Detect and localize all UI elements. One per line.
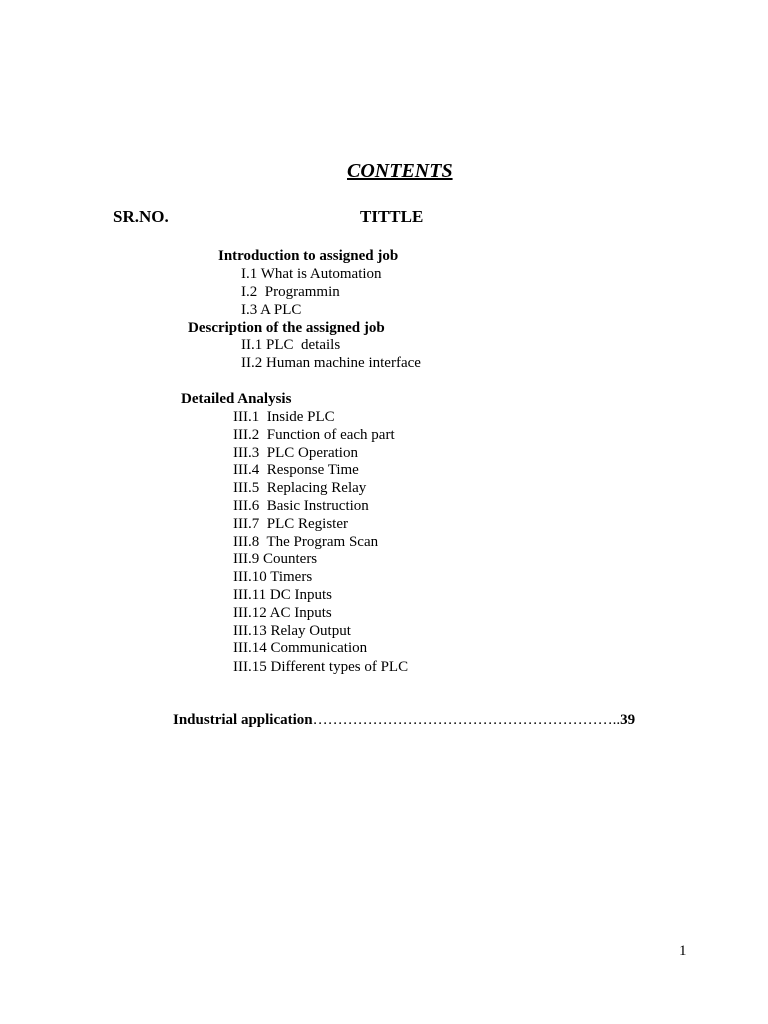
- contents-heading: CONTENTS: [347, 160, 453, 182]
- toc-item: I.3 A PLC: [241, 302, 302, 318]
- page-number: 1: [679, 943, 687, 959]
- toc-item: III.10 Timers: [233, 569, 313, 585]
- toc-item: III.1 Inside PLC: [233, 409, 335, 425]
- toc-item: III.13 Relay Output: [233, 623, 351, 639]
- toc-item: III.2 Function of each part: [233, 427, 395, 443]
- toc-item: III.12 AC Inputs: [233, 605, 332, 621]
- section-heading: Description of the assigned job: [188, 320, 385, 336]
- toc-item: II.1 PLC details: [241, 337, 341, 353]
- industrial-application-label: Industrial application: [173, 712, 313, 728]
- industrial-application-entry: [173, 713, 635, 728]
- toc-item: III.3 PLC Operation: [233, 445, 358, 461]
- toc-item: III.6 Basic Instruction: [233, 498, 369, 514]
- toc-item: III.14 Communication: [233, 640, 368, 656]
- toc-item: III.5 Replacing Relay: [233, 480, 367, 496]
- toc-item: I.1 What is Automation: [241, 266, 382, 282]
- toc-item: I.2 Programmin: [241, 284, 340, 300]
- section-heading: Detailed Analysis: [181, 391, 292, 407]
- toc-item: III.4 Response Time: [233, 462, 359, 478]
- toc-item: III.15 Different types of PLC: [233, 659, 409, 675]
- toc-item: II.2 Human machine interface: [241, 355, 421, 371]
- toc-item: III.8 The Program Scan: [233, 534, 379, 550]
- section-heading: Introduction to assigned job: [218, 248, 399, 264]
- srno-column-header: SR.NO.: [113, 207, 169, 226]
- title-column-header: TITTLE: [360, 207, 424, 226]
- toc-item: III.7 PLC Register: [233, 516, 348, 532]
- industrial-application-page: 39: [620, 712, 636, 728]
- dot-leader: ……………………………………………………..: [312, 712, 621, 728]
- toc-item: III.9 Counters: [233, 551, 318, 567]
- toc-item: III.11 DC Inputs: [233, 587, 333, 603]
